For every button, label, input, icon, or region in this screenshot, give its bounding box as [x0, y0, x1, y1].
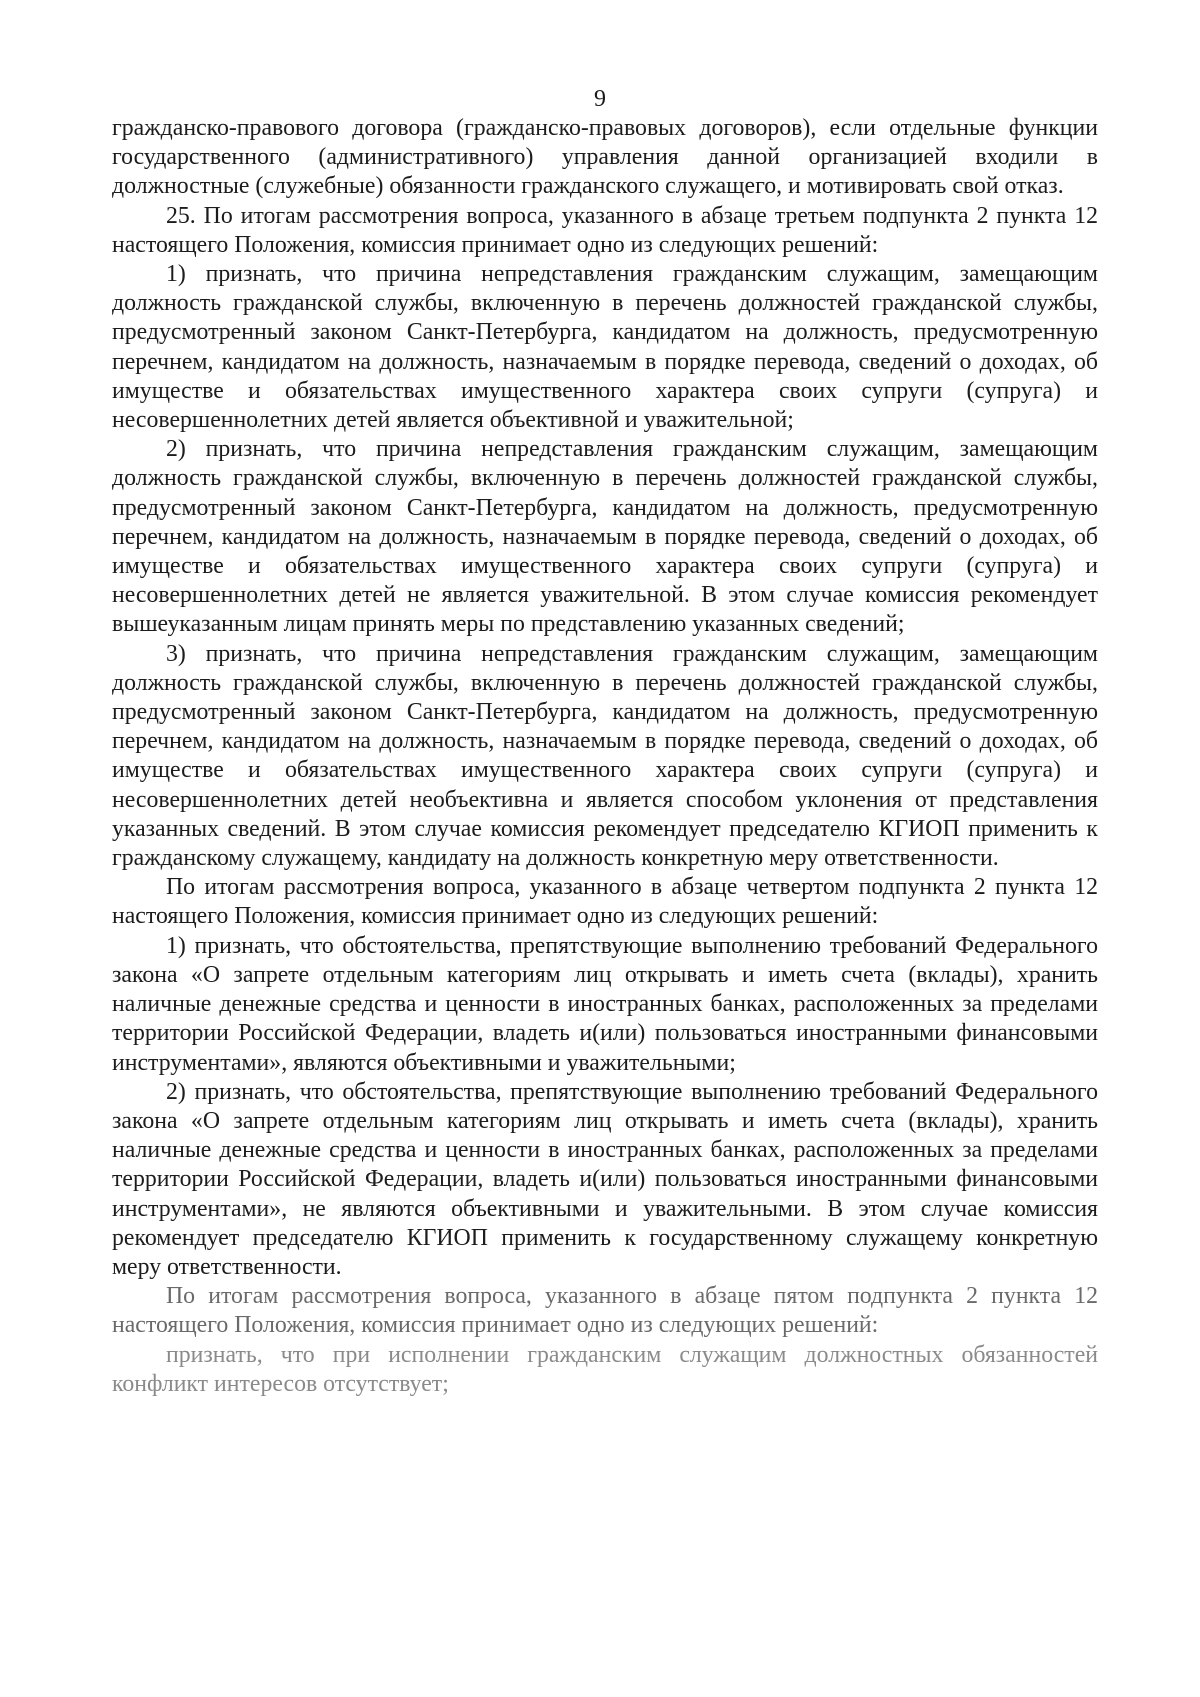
paragraph-decision-1: 1) признать, что причина непредставления гражданским служащим, замещающим должность гражданской службы, включенную в перечень должностей гражданской службы, предусмотренный законом Санкт-Петербурга, кандидатом на должность, предусмотренную перечнем, кандидатом на должность, назначаемым в порядке перевода, сведений о доходах, об имуществе и обязательствах имущественного характера своих супруги (супруга) и несовершеннолетних детей является объективной и уважительной; — [112, 261, 1098, 434]
paragraph-item-25: 25. По итогам рассмотрения вопроса, указанного в абзаце третьем подпункта 2 пункта 12 настоящего Положения, комиссия принимает одно из следующих решений: — [112, 202, 1098, 258]
document-body — [112, 114, 1098, 1399]
paragraph-decision-3: 3) признать, что причина непредставления гражданским служащим, замещающим должность гражданской службы, включенную в перечень должностей гражданской службы, предусмотренный законом Санкт-Петербурга, кандидатом на должность, предусмотренную перечнем, кандидатом на должность, назначаемым в порядке перевода, сведений о доходах, об имуществе и обязательствах имущественного характера своих супруги (супруга) и несовершеннолетних детей необъективна и является способом уклонения от представления указанных сведений. В этом случае комиссия рекомендует председателю КГИОП применить к гражданскому служащему, кандидату на должность конкретную меру ответственности. — [112, 640, 1098, 872]
paragraph-continuation: гражданско-правового договора (гражданско-правовых договоров), если отдельные функции государственного (административного) управления данной организацией входили в должностные (служебные) обязанности гражданского служащего, и мотивировать свой отказ. — [112, 115, 1098, 200]
page-number: 9 — [594, 86, 606, 112]
paragraph-foreign-decision-2: 2) признать, что обстоятельства, препятствующие выполнению требований Федерального закона «О запрете отдельным категориям лиц открывать и иметь счета (вклады), хранить наличные денежные средства и ценности в иностранных банках, расположенных за пределами территории Российской Федерации, владеть и(или) пользоваться иностранными финансовыми инструментами», не являются объективными и уважительными. В этом случае комиссия рекомендует председателю КГИОП применить к государственному служащему конкретную меру ответственности. — [112, 1078, 1098, 1280]
paragraph-decision-2: 2) признать, что причина непредставления гражданским служащим, замещающим должность гражданской службы, включенную в перечень должностей гражданской службы, предусмотренный законом Санкт-Петербурга, кандидатом на должность, предусмотренную перечнем, кандидатом на должность, назначаемым в порядке перевода, сведений о доходах, об имуществе и обязательствах имущественного характера своих супруги (супруга) и несовершеннолетних детей не является уважительной. В этом случае комиссия рекомендует вышеуказанным лицам принять меры по представлению указанных сведений; — [112, 436, 1098, 638]
paragraph-intro-fourth: По итогам рассмотрения вопроса, указанного в абзаце четвертом подпункта 2 пункта 12 настоящего Положения, комиссия принимает одно из следующих решений: — [112, 874, 1098, 930]
paragraph-foreign-decision-1: 1) признать, что обстоятельства, препятствующие выполнению требований Федерального закона «О запрете отдельным категориям лиц открывать и иметь счета (вклады), хранить наличные денежные средства и ценности в иностранных банках, расположенных за пределами территории Российской Федерации, владеть и(или) пользоваться иностранными финансовыми инструментами», являются объективными и уважительными; — [112, 932, 1098, 1076]
paragraph-conflict-decision: признать, что при исполнении гражданским служащим должностных обязанностей конфликт интересов отсутствует; — [112, 1341, 1098, 1397]
paragraph-intro-fifth: По итогам рассмотрения вопроса, указанного в абзаце пятом подпункта 2 пункта 12 настоящего Положения, комиссия принимает одно из следующих решений: — [112, 1283, 1098, 1339]
